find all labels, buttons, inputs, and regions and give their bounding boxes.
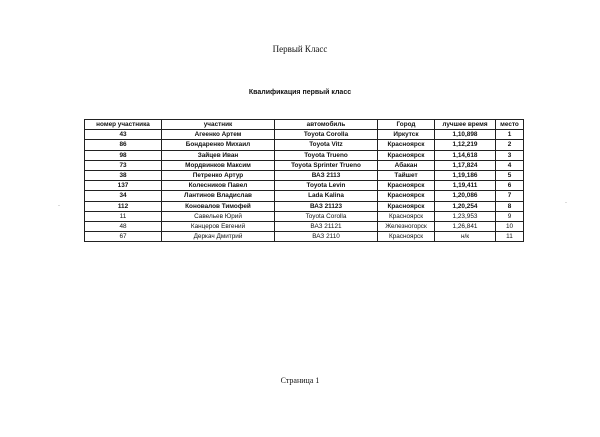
table-row (85, 181, 524, 191)
table-row (85, 140, 524, 150)
cell-best-time: 1,10,898 (435, 130, 496, 140)
cell-place: 2 (496, 140, 524, 150)
cell-car: Lada Kalina (275, 191, 378, 201)
cell-car: ВАЗ 21121 (275, 222, 378, 232)
cell-best-time: 1,26,841 (435, 222, 496, 232)
cell-participant: Деркач Дмитрий (162, 232, 275, 242)
cell-number: 43 (85, 130, 162, 140)
cell-place: 7 (496, 191, 524, 201)
cell-city: Красноярск (378, 211, 435, 221)
cell-car: Toyota Corolla (275, 130, 378, 140)
cell-participant: Мордвинков Максим (162, 160, 275, 170)
table-row (85, 232, 524, 242)
cell-place: 11 (496, 232, 524, 242)
cell-best-time: 1,12,219 (435, 140, 496, 150)
table-row (85, 130, 524, 140)
cell-number: 67 (85, 232, 162, 242)
cell-car: ВАЗ 2113 (275, 171, 378, 181)
page-footer: Страница 1 (280, 376, 320, 385)
column-header-best-time: лучшее время (435, 120, 496, 130)
cell-best-time: 1,19,411 (435, 181, 496, 191)
cell-car: Toyota Vitz (275, 140, 378, 150)
cell-number: 137 (85, 181, 162, 191)
table-row (85, 222, 524, 232)
cell-city: Красноярск (378, 201, 435, 211)
cell-participant: Савельев Юрий (162, 211, 275, 221)
cell-number: 34 (85, 191, 162, 201)
cell-participant: Агеенко Артем (162, 130, 275, 140)
cell-best-time: 1,20,086 (435, 191, 496, 201)
cell-city: Красноярск (378, 181, 435, 191)
scan-mark: · (58, 203, 60, 209)
cell-city: Железногорск (378, 222, 435, 232)
cell-number: 38 (85, 171, 162, 181)
cell-car: ВАЗ 21123 (275, 201, 378, 211)
table-row (85, 211, 524, 221)
column-header-place: место (496, 120, 524, 130)
table-row (85, 191, 524, 201)
cell-place: 4 (496, 160, 524, 170)
cell-city: Иркутск (378, 130, 435, 140)
cell-place: 1 (496, 130, 524, 140)
cell-number: 73 (85, 160, 162, 170)
cell-best-time: 1,20,254 (435, 201, 496, 211)
cell-participant: Зайцев Иван (162, 150, 275, 160)
column-header-car: автомобиль (275, 120, 378, 130)
table-row (85, 150, 524, 160)
cell-place: 5 (496, 171, 524, 181)
cell-number: 98 (85, 150, 162, 160)
cell-participant: Лантинов Владислав (162, 191, 275, 201)
cell-place: 10 (496, 222, 524, 232)
table-header-row (85, 120, 524, 130)
cell-best-time: 1,23,953 (435, 211, 496, 221)
cell-car: Toyota Corolla (275, 211, 378, 221)
table-row (85, 201, 524, 211)
cell-best-time: 1,17,824 (435, 160, 496, 170)
cell-car: ВАЗ 2110 (275, 232, 378, 242)
column-header-number: номер участника (85, 120, 162, 130)
cell-city: Красноярск (378, 140, 435, 150)
cell-place: 6 (496, 181, 524, 191)
scan-mark: · (565, 200, 567, 206)
cell-city: Красноярск (378, 191, 435, 201)
cell-number: 112 (85, 201, 162, 211)
page-header: Первый Класс (272, 44, 328, 54)
cell-best-time: 1,14,618 (435, 150, 496, 160)
cell-place: 3 (496, 150, 524, 160)
cell-participant: Канцеров Евгений (162, 222, 275, 232)
cell-number: 48 (85, 222, 162, 232)
cell-city: Тайшет (378, 171, 435, 181)
document-title: Квалификация первый класс (248, 89, 352, 96)
cell-number: 11 (85, 211, 162, 221)
cell-city: Абакан (378, 160, 435, 170)
cell-car: Toyota Levin (275, 181, 378, 191)
cell-participant: Бондаренко Михаил (162, 140, 275, 150)
cell-place: 8 (496, 201, 524, 211)
cell-place: 9 (496, 211, 524, 221)
cell-participant: Колесников Павел (162, 181, 275, 191)
cell-best-time: н/к (435, 232, 496, 242)
column-header-city: Город (378, 120, 435, 130)
cell-city: Красноярск (378, 150, 435, 160)
cell-number: 86 (85, 140, 162, 150)
cell-participant: Коновалов Тимофей (162, 201, 275, 211)
cell-city: Красноярск (378, 232, 435, 242)
cell-car: Toyota Sprinter Trueno (275, 160, 378, 170)
qualification-table (84, 119, 524, 242)
cell-car: Toyota Trueno (275, 150, 378, 160)
cell-best-time: 1,19,186 (435, 171, 496, 181)
cell-participant: Петренко Артур (162, 171, 275, 181)
table-row (85, 171, 524, 181)
table-row (85, 160, 524, 170)
column-header-participant: участник (162, 120, 275, 130)
